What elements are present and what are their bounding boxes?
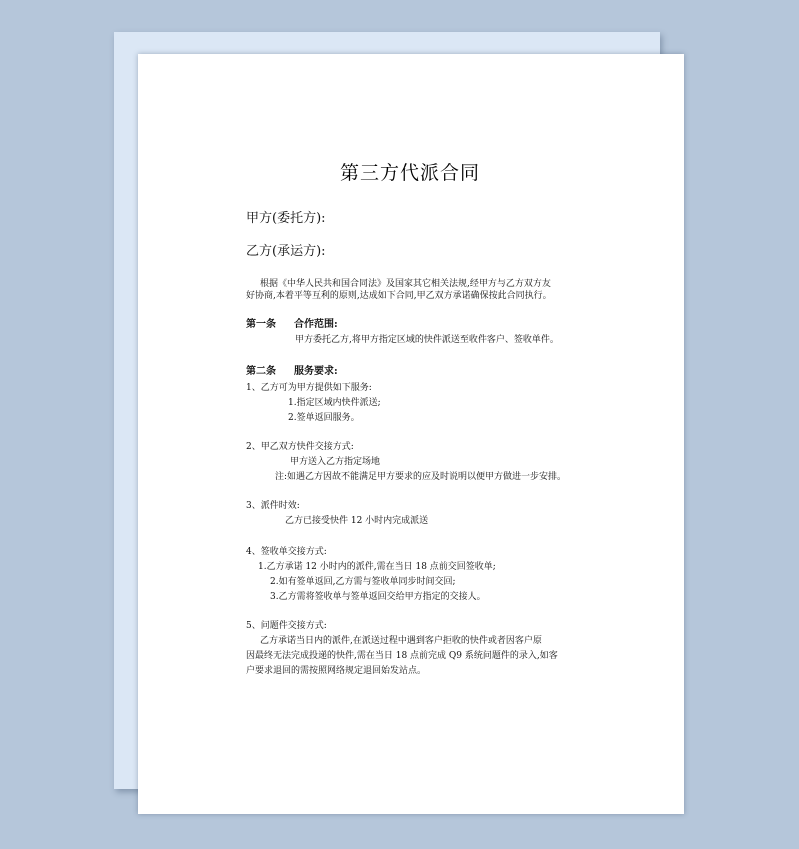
item-4-line-1: 1.乙方承诺 12 小时内的派件,需在当日 18 点前交回签收单; <box>258 562 496 572</box>
party-a-label: 甲方(委托方): <box>246 211 326 226</box>
contract-page <box>138 54 684 814</box>
item-5-line-2: 因最终无法完成投递的快件,需在当日 18 点前完成 Q9 系统问题件的录入,如客 <box>246 651 558 661</box>
item-3-line: 乙方已接受快件 12 小时内完成派送 <box>285 516 429 526</box>
document-title: 第三方代派合同 <box>340 162 481 184</box>
article-1-heading <box>246 320 338 330</box>
item-4-heading: 4、签收单交接方式: <box>246 547 327 557</box>
item-1-line-1: 1.指定区域内快件派送; <box>288 398 381 408</box>
item-5-heading: 5、问题件交接方式: <box>246 621 327 631</box>
item-2-line: 甲方送入乙方指定场地 <box>290 457 381 467</box>
item-4-line-2: 2.如有签单返回,乙方需与签收单同步时间交回; <box>270 577 456 587</box>
intro-line-1: 根据《中华人民共和国合同法》及国家其它相关法规,经甲方与乙方双方友 <box>260 279 551 289</box>
item-1-heading: 1、乙方可为甲方提供如下服务: <box>246 383 372 393</box>
article-1-body: 甲方委托乙方,将甲方指定区域的快件派送至收件客户、签收单件。 <box>295 335 559 345</box>
article-1-title: 合作范围: <box>294 319 338 330</box>
item-5-line-3: 户要求退回的需按照网络规定退回始发站点。 <box>246 666 427 676</box>
article-2-title: 服务要求: <box>294 366 338 377</box>
item-3-heading: 3、派件时效: <box>246 501 300 511</box>
article-2-number: 第二条 <box>246 366 276 377</box>
article-2-heading <box>246 367 338 377</box>
article-1-number: 第一条 <box>246 319 276 330</box>
item-4-line-3: 3.乙方需将签收单与签单返回交给甲方指定的交接人。 <box>270 592 486 602</box>
intro-line-2: 好协商,本着平等互利的原则,达成如下合同,甲乙双方承诺确保按此合同执行。 <box>246 291 552 301</box>
party-b-label: 乙方(承运方): <box>246 244 326 259</box>
item-2-note: 注:如遇乙方因故不能满足甲方要求的应及时说明以便甲方做进一步安排。 <box>275 472 567 482</box>
item-5-line-1: 乙方承诺当日内的派件,在派送过程中遇到客户拒收的快件或者因客户原 <box>260 636 542 646</box>
item-1-line-2: 2.签单返回服务。 <box>288 413 360 423</box>
item-2-heading: 2、甲乙双方快件交接方式: <box>246 442 354 452</box>
